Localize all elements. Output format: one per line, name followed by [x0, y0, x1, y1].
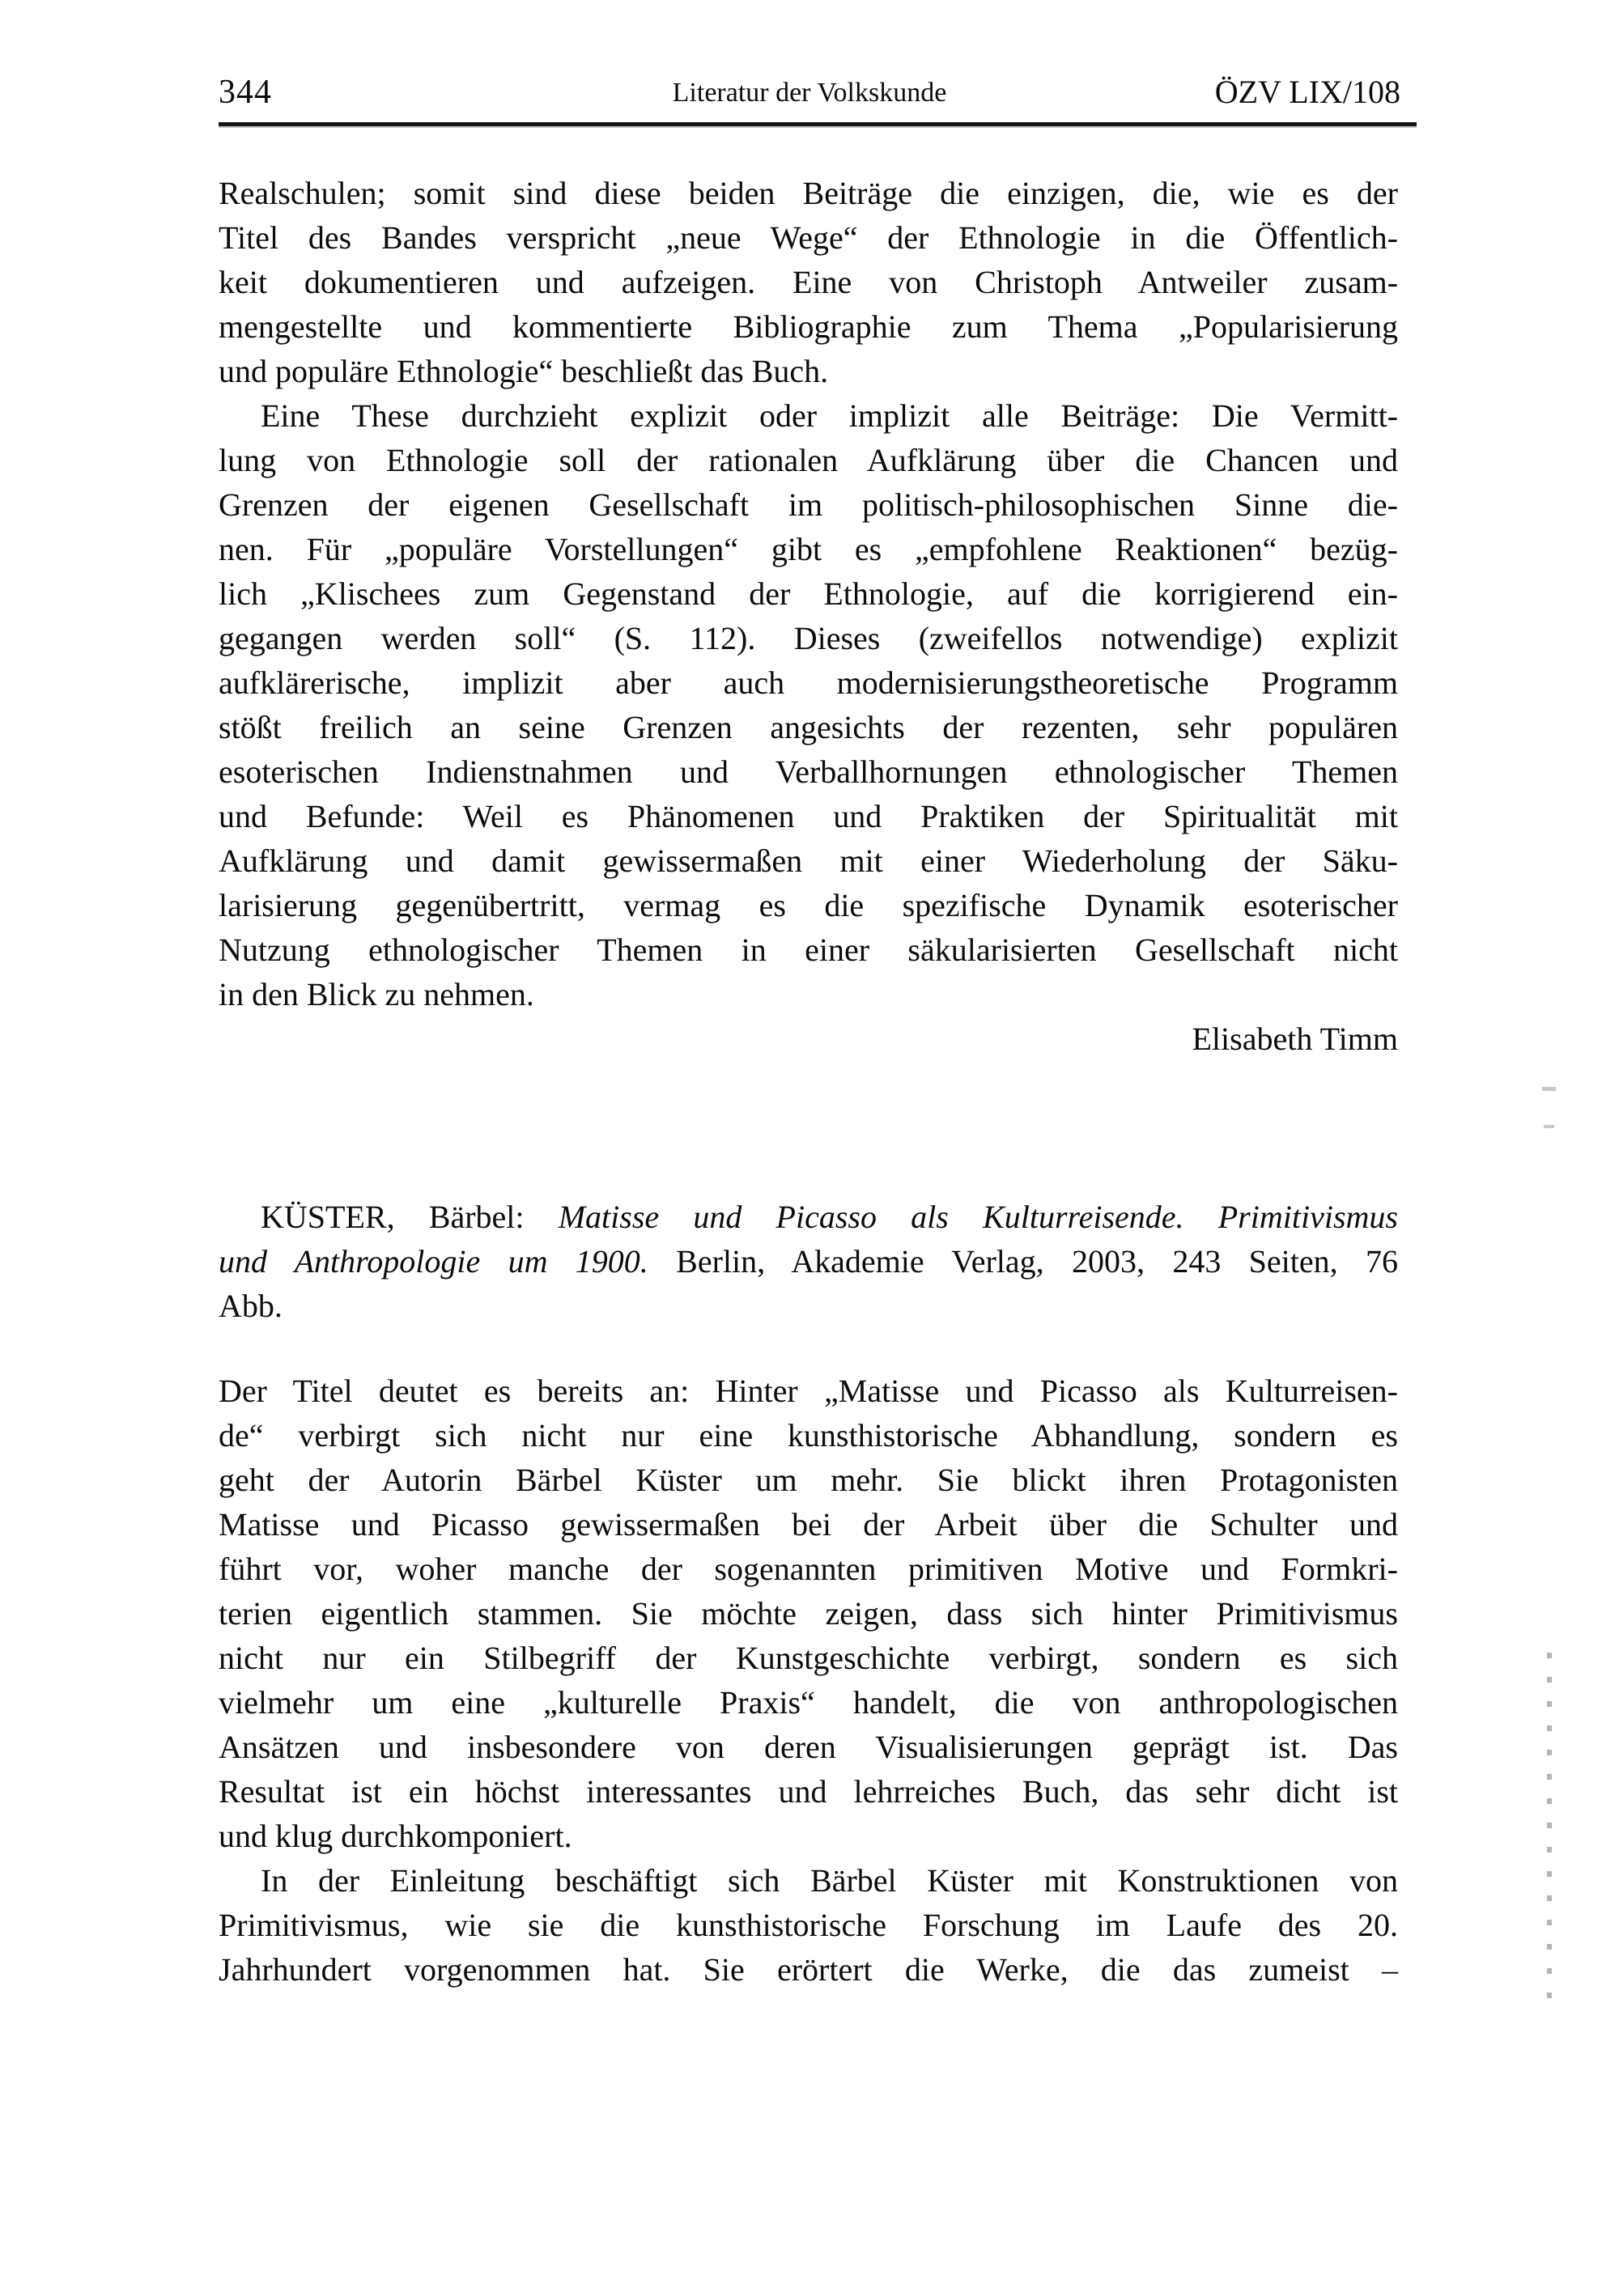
text-line: und Befunde: Weil es Phänomenen und Praktiken der Spiritualität mit	[219, 798, 1398, 834]
text-line: führt vor, woher manche der sogenannten primitiven Motive und Formkri-	[219, 1551, 1398, 1587]
journal-reference: ÖZV LIX/108	[1214, 74, 1400, 110]
scan-artifact-dotted-line	[1547, 1653, 1552, 2002]
text-line: lung von Ethnologie soll der rationalen Aufklärung über die Chancen und	[219, 442, 1398, 478]
text-line: Grenzen der eigenen Gesellschaft im politisch-philosophischen Sinne die-	[219, 486, 1398, 523]
header-rule	[219, 122, 1417, 126]
text-line: und klug durchkomponiert.	[219, 1818, 572, 1854]
text-line: geht der Autorin Bärbel Küster um mehr. Sie blickt ihren Protagonisten	[219, 1462, 1398, 1498]
text-line: und populäre Ethnologie“ beschließt das Buch.	[219, 353, 829, 389]
scan-artifact	[1542, 1087, 1556, 1091]
text-line: in den Blick zu nehmen.	[219, 976, 534, 1012]
running-head	[219, 73, 1400, 113]
text-line: Ansätzen und insbesondere von deren Visualisierungen geprägt ist. Das	[219, 1729, 1398, 1765]
review1-paragraph-2	[219, 393, 1398, 1016]
text-line: mengestellte und kommentierte Bibliographie zum Thema „Popularisierung	[219, 308, 1398, 345]
page-body	[219, 171, 1398, 1992]
text-line: larisierung gegenübertritt, vermag es die spezifische Dynamik esoterischer	[219, 887, 1398, 923]
text-line: nicht nur ein Stilbegriff der Kunstgeschichte verbirgt, sondern es sich	[219, 1640, 1398, 1676]
text-line: vielmehr um eine „kulturelle Praxis“ handelt, die von anthropologischen	[219, 1684, 1398, 1721]
text-line: keit dokumentieren und aufzeigen. Eine von Christoph Antweiler zusam-	[219, 264, 1398, 300]
text-line: Resultat ist ein höchst interessantes und lehrreiches Buch, das sehr dicht ist	[219, 1773, 1398, 1810]
text-line: Aufklärung und damit gewissermaßen mit einer Wiederholung der Säku-	[219, 842, 1398, 879]
review2-paragraph-2	[219, 1858, 1398, 1992]
page-number: 344	[219, 74, 272, 111]
text-line: gegangen werden soll“ (S. 112). Dieses (zweifellos notwendige) explizit	[219, 620, 1398, 656]
text-line: Primitivismus, wie sie die kunsthistorische Forschung im Laufe des 20.	[219, 1907, 1398, 1943]
text-line: Abb.	[219, 1288, 283, 1324]
review2-paragraph-1	[219, 1369, 1398, 1858]
text-line: Jahrhundert vorgenommen hat. Sie erörtert die Werke, die das zumeist –	[219, 1951, 1398, 1988]
text-line: nen. Für „populäre Vorstellungen“ gibt es „empfohlene Reaktionen“ bezüg-	[219, 531, 1398, 567]
text-line: und Anthropologie um 1900. Berlin, Akademie Verlag, 2003, 243 Seiten, 76	[219, 1243, 1398, 1280]
review1-paragraph-1	[219, 171, 1398, 393]
text-line: Nutzung ethnologischer Themen in einer säkularisierten Gesellschaft nicht	[219, 932, 1398, 968]
text-line: lich „Klischees zum Gegenstand der Ethnologie, auf die korrigierend ein-	[219, 575, 1398, 612]
text-line: aufklärerische, implizit aber auch modernisierungstheoretische Programm	[219, 664, 1398, 701]
review1-author: Elisabeth Timm	[1192, 1021, 1398, 1057]
text-line: stößt freilich an seine Grenzen angesichts der rezenten, sehr populären	[219, 709, 1398, 745]
text-line: In der Einleitung beschäftigt sich Bärbel Küster mit Konstruktionen von	[261, 1862, 1398, 1899]
text-line: Eine These durchzieht explizit oder implizit alle Beiträge: Die Vermitt-	[261, 397, 1398, 434]
running-title: Literatur der Volkskunde	[672, 78, 947, 108]
text-line: terien eigentlich stammen. Sie möchte zeigen, dass sich hinter Primitivismus	[219, 1595, 1398, 1632]
text-line: esoterischen Indienstnahmen und Verballhornungen ethnologischer Themen	[219, 753, 1398, 790]
text-line: Matisse und Picasso gewissermaßen bei der Arbeit über die Schulter und	[219, 1506, 1398, 1543]
text-line: KÜSTER, Bärbel: Matisse und Picasso als Kulturreisende. Primitivismus	[261, 1199, 1398, 1235]
text-line: Realschulen; somit sind diese beiden Beiträge die einzigen, die, wie es der	[219, 175, 1398, 211]
text-line: Der Titel deutet es bereits an: Hinter „Matisse und Picasso als Kulturreisen-	[219, 1373, 1398, 1409]
scan-artifact	[1544, 1125, 1554, 1128]
review2-citation	[219, 1195, 1398, 1328]
text-line: Titel des Bandes verspricht „neue Wege“ der Ethnologie in die Öffentlich-	[219, 219, 1398, 256]
text-line: de“ verbirgt sich nicht nur eine kunsthistorische Abhandlung, sondern es	[219, 1417, 1398, 1454]
